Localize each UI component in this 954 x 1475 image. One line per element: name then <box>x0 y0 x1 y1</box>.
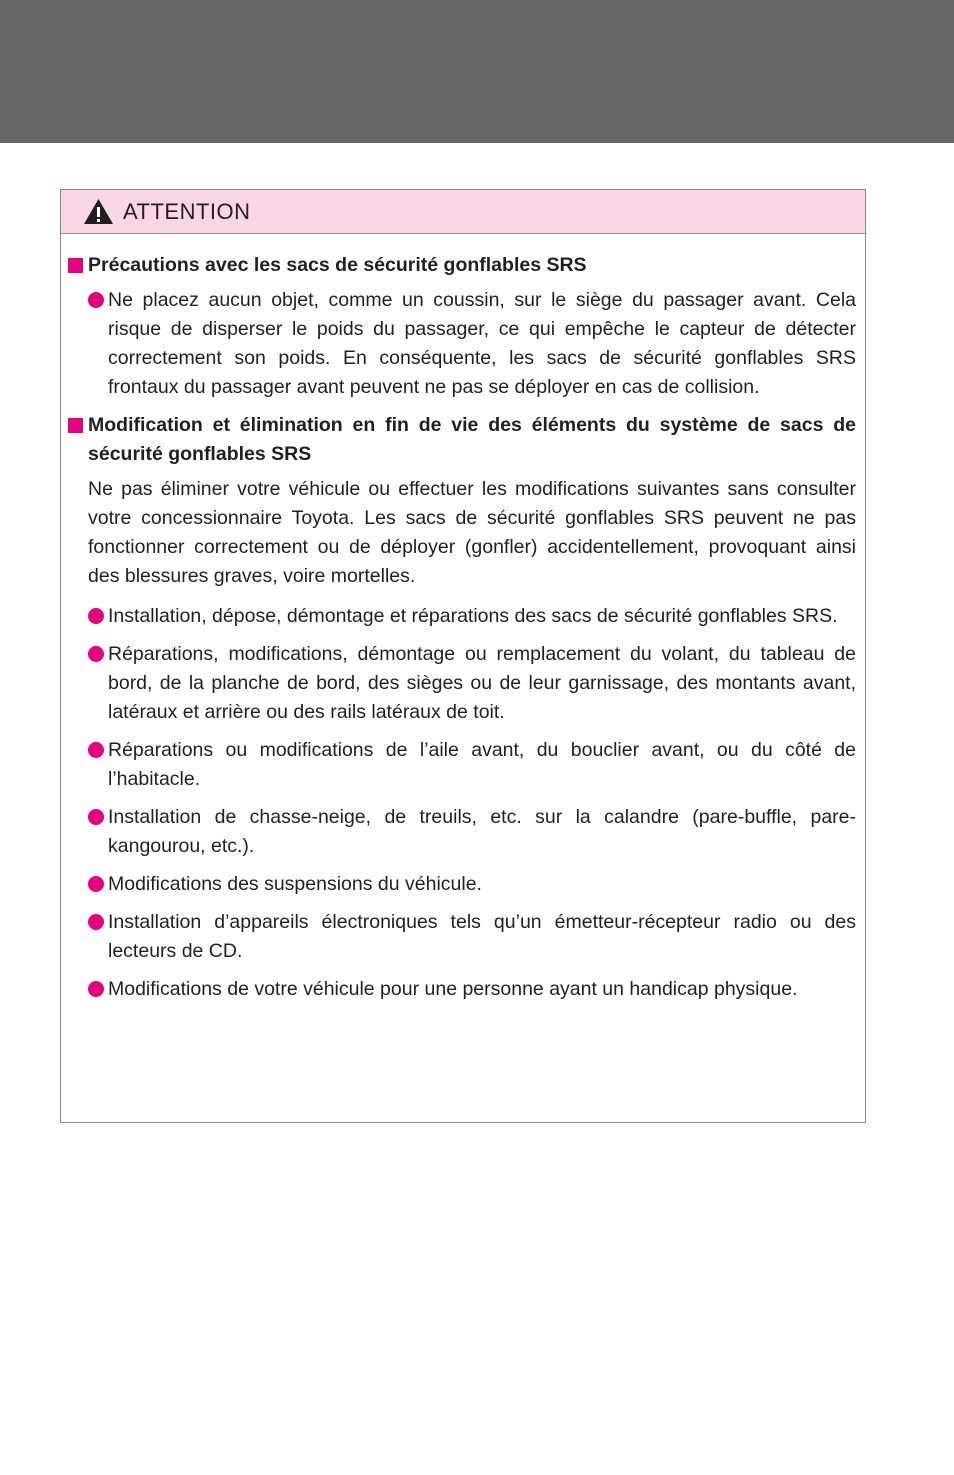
list-item <box>88 908 856 966</box>
square-bullet-icon <box>68 418 83 433</box>
circle-bullet-icon <box>88 646 104 662</box>
list-item <box>88 870 856 899</box>
square-bullet-icon <box>68 258 83 273</box>
list-item <box>88 286 856 402</box>
list-item-text: Ne placez aucun objet, comme un coussin, sur le siège du passager avant. Cela risque de disperser le poids du passager, ce qui empêche le capteur de détecter correctement son poids. En conséquente, les sacs de sécurité gonflables SRS frontaux du passager avant peuvent ne pas se déployer en cas de collision. <box>108 289 856 398</box>
list-item-text: Modifications de votre véhicule pour une personne ayant un handicap physique. <box>108 978 798 1000</box>
bullet-list <box>68 286 856 402</box>
warning-triangle-icon <box>83 198 114 225</box>
list-item <box>88 803 856 861</box>
list-item <box>88 640 856 727</box>
circle-bullet-icon <box>88 742 104 758</box>
section-heading-text: Précautions avec les sacs de sécurité gonflables SRS <box>88 254 587 276</box>
section-heading <box>68 251 856 280</box>
list-item-text: Installation de chasse-neige, de treuils, etc. sur la calandre (pare-buffle, pare-kangourou, etc.). <box>108 806 856 857</box>
list-item <box>88 602 856 631</box>
circle-bullet-icon <box>88 876 104 892</box>
section-paragraph: Ne pas éliminer votre véhicule ou effectuer les modifications suivantes sans consulter votre concessionnaire Toyota. Les sacs de sécurité gonflables SRS peuvent ne pas fonctionner correctement ou de déployer (gonfler) accidentellement, provoquant ainsi des blessures graves, voire mortelles. <box>88 478 856 587</box>
list-item-text: Réparations, modifications, démontage ou remplacement du volant, du tableau de bord, de la planche de bord, des sièges ou de leur garnissage, des montants avant, latéraux et arrière ou des rails latéraux de toit. <box>108 643 856 723</box>
list-item-text: Modifications des suspensions du véhicule. <box>108 873 482 895</box>
list-item <box>88 975 856 1004</box>
page-header-band <box>0 0 954 143</box>
circle-bullet-icon <box>88 608 104 624</box>
list-item <box>88 736 856 794</box>
section-heading <box>68 411 856 469</box>
attention-title: ATTENTION <box>123 198 251 224</box>
attention-box <box>60 189 866 1123</box>
attention-body <box>61 234 865 1004</box>
circle-bullet-icon <box>88 914 104 930</box>
section-heading-text: Modification et élimination en fin de vie des éléments du système de sacs de sécurité gonflables SRS <box>88 414 856 465</box>
bullet-list <box>68 602 856 1004</box>
list-item-text: Installation, dépose, démontage et réparations des sacs de sécurité gonflables SRS. <box>108 605 838 627</box>
circle-bullet-icon <box>88 809 104 825</box>
list-item-text: Installation d’appareils électroniques tels qu’un émetteur-récepteur radio ou des lecteurs de CD. <box>108 911 856 962</box>
list-item-text: Réparations ou modifications de l’aile avant, du bouclier avant, ou du côté de l’habitacle. <box>108 739 856 790</box>
circle-bullet-icon <box>88 292 104 308</box>
attention-header <box>61 190 865 234</box>
circle-bullet-icon <box>88 981 104 997</box>
